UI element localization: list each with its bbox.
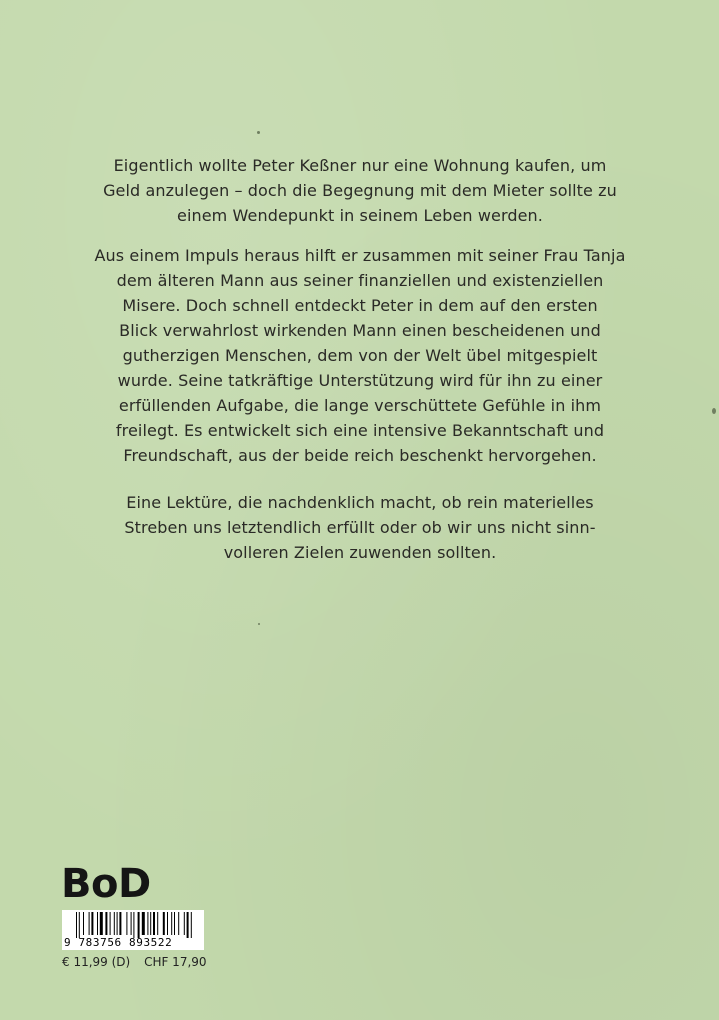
- paper-speck: [712, 408, 716, 414]
- barcode-bar: [114, 912, 115, 935]
- price-eur: € 11,99 (D): [62, 955, 131, 969]
- barcode-bar: [178, 912, 179, 935]
- barcode-bar: [157, 912, 158, 935]
- blurb-line: Misere. Doch schnell entdeckt Peter in dem auf den ersten: [122, 296, 598, 315]
- barcode-bar: [184, 912, 185, 935]
- blurb-paragraph-2: [80, 243, 640, 468]
- barcode-bar: [147, 912, 148, 935]
- barcode-bar: [117, 912, 118, 935]
- blurb-line: wurde. Seine tatkräftige Unterstützung wird für ihn zu einer: [117, 371, 603, 390]
- paper-speck: [258, 623, 260, 625]
- blurb-line: Geld anzulegen – doch die Begegnung mit dem Mieter sollte zu: [103, 181, 617, 200]
- barcode-bar: [153, 912, 155, 935]
- blurb-line: erfüllenden Aufgabe, die lange verschüttete Gefühle in ihm: [118, 396, 602, 415]
- price-line: [62, 955, 217, 969]
- barcode-bar: [105, 912, 107, 935]
- barcode-bar: [110, 912, 111, 935]
- barcode-bar: [119, 912, 121, 935]
- barcode-bar: [167, 912, 168, 935]
- barcode-bar: [76, 912, 77, 938]
- barcode-bar: [163, 912, 165, 935]
- barcode-bar: [138, 912, 140, 938]
- blurb-paragraph-3: [80, 490, 640, 565]
- blurb-line: freilegt. Es entwickelt sich eine intensive Bekanntschaft und: [115, 421, 605, 440]
- price-chf: CHF 17,90: [144, 955, 207, 969]
- blurb-line: gutherzigen Menschen, dem von der Welt übel mitgespielt: [122, 346, 598, 365]
- isbn-number: 9 783756 893522: [64, 936, 173, 949]
- barcode-bar: [83, 912, 84, 935]
- barcode-bar: [142, 912, 145, 935]
- barcode-bars: [62, 910, 204, 938]
- barcode-bar: [97, 912, 98, 935]
- barcode-bar: [131, 912, 132, 935]
- barcode-bar: [191, 912, 192, 938]
- barcode-bar: [100, 912, 103, 935]
- barcode-bar: [174, 912, 175, 935]
- blurb-line: volleren Zielen zuwenden sollten.: [223, 543, 497, 562]
- isbn-barcode: [62, 910, 204, 950]
- barcode-bar: [150, 912, 151, 935]
- blurb-line: Freundschaft, aus der beide reich beschenkt hervorgehen.: [123, 446, 597, 465]
- barcode-bar: [133, 912, 134, 938]
- publisher-logo: BoD: [61, 861, 151, 907]
- blurb-line: Eine Lektüre, die nachdenklich macht, ob rein materielles: [126, 493, 594, 512]
- paper-speck: [257, 131, 260, 134]
- barcode-bar: [91, 912, 93, 935]
- barcode-bar: [79, 912, 80, 938]
- blurb-line: Streben uns letztendlich erfüllt oder ob wir uns nicht sinn-: [124, 518, 596, 537]
- blurb-line: Blick verwahrlost wirkenden Mann einen bescheidenen und: [119, 321, 601, 340]
- blurb-line: Aus einem Impuls heraus hilft er zusammen mit seiner Frau Tanja: [94, 246, 626, 265]
- barcode-bar: [171, 912, 172, 935]
- blurb-line: dem älteren Mann aus seiner finanziellen und existenziellen: [116, 271, 604, 290]
- barcode-bar: [126, 912, 127, 935]
- barcode-bar: [89, 912, 90, 935]
- blurb-paragraph-1: [80, 153, 640, 228]
- barcode-bar: [187, 912, 189, 938]
- blurb-line: Eigentlich wollte Peter Keßner nur eine Wohnung kaufen, um: [113, 156, 607, 175]
- blurb-line: einem Wendepunkt in seinem Leben werden.: [177, 206, 543, 225]
